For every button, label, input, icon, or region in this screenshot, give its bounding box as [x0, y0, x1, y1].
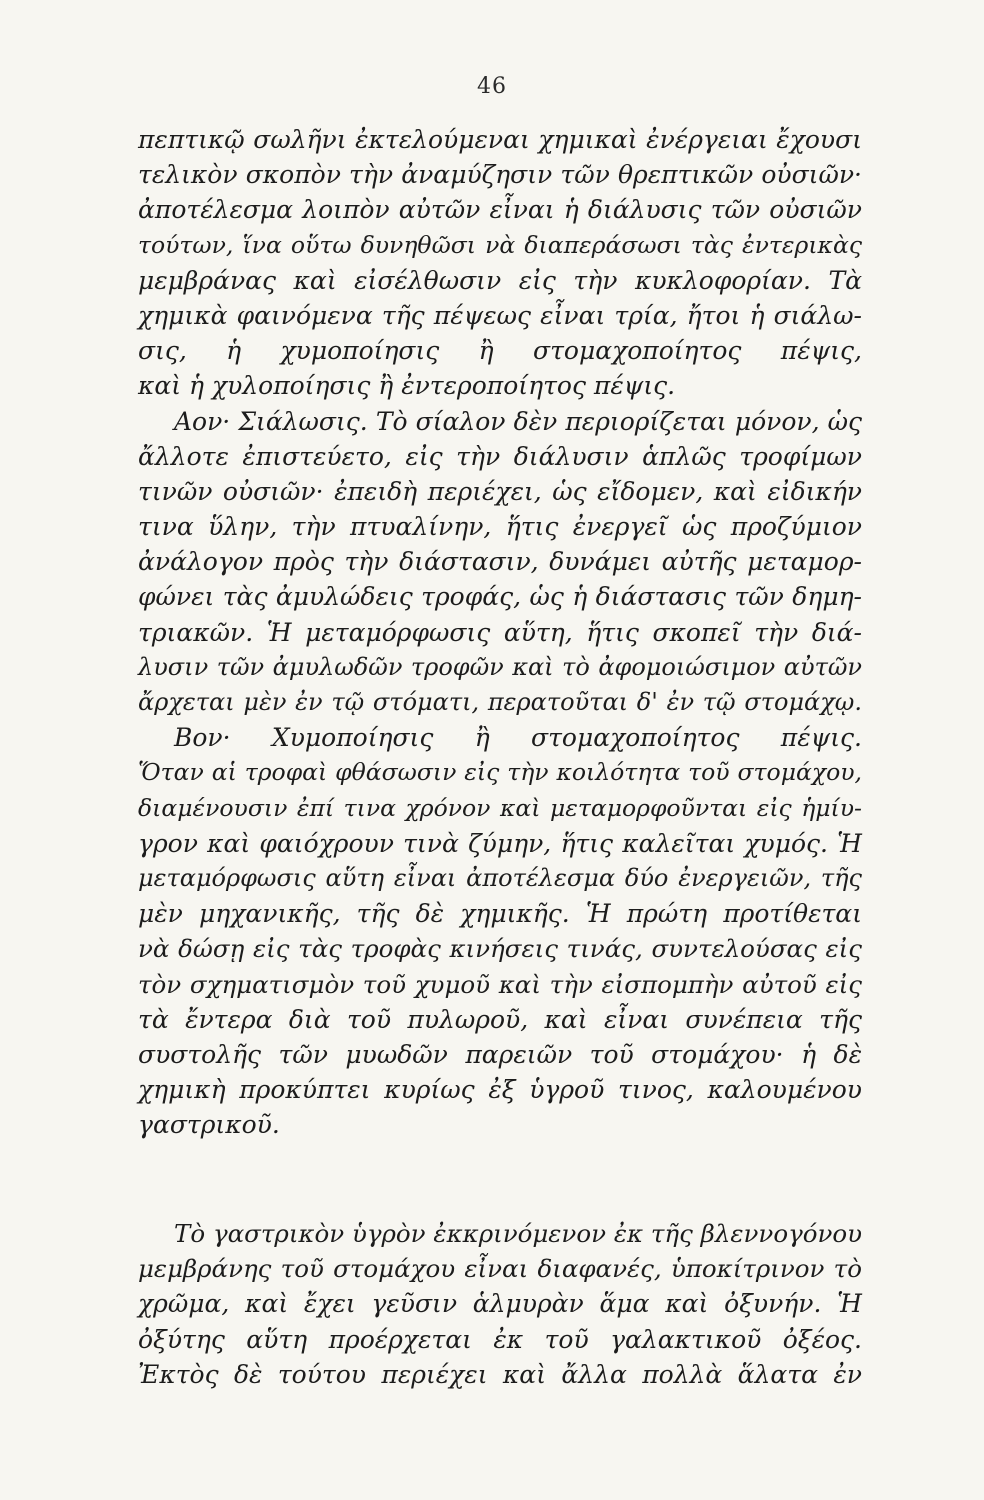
text-line: συστολῆς τῶν μυωδῶν παρειῶν τοῦ στομάχου· ἡ δὲ	[138, 1039, 862, 1069]
text-line: γαστρικοῦ.	[138, 1110, 280, 1140]
paragraph-1	[138, 122, 862, 1142]
text-line: καὶ ἡ χυλοποίησις ἢ ἐντεροποίητος πέψις.	[138, 371, 676, 401]
text-line: λυσιν τῶν ἀμυλωδῶν τροφῶν καὶ τὸ ἀφομοιώσιμον αὐτῶν	[138, 652, 862, 681]
text-line: τὸν σχηματισμὸν τοῦ χυμοῦ καὶ τὴν εἰσπομπὴν αὐτοῦ εἰς	[138, 969, 862, 999]
text-line: ἄρχεται μὲν ἐν τῷ στόματι, περατοῦται δ' ἐν τῷ στομάχῳ.	[138, 688, 862, 716]
section-heading-a-line: Αον· Σιάλωσις. Τὸ σίαλον δὲν περιορίζεται μόνον, ὡς	[174, 406, 862, 436]
text-line: ὀξύτης αὕτη προέρχεται ἐκ τοῦ γαλακτικοῦ ὀξέος.	[138, 1324, 862, 1354]
text-line: Ἐκτὸς δὲ τούτου περιέχει καὶ ἄλλα πολλὰ ἅλατα ἐν	[138, 1359, 862, 1389]
text-line: τελικὸν σκοπὸν τὴν ἀναμύζησιν τῶν θρεπτικῶν οὐσιῶν·	[138, 160, 862, 190]
text-line: μεμβράνης τοῦ στομάχου εἶναι διαφανές, ὑποκίτρινον τὸ	[138, 1254, 862, 1284]
text-line: τὰ ἔντερα διὰ τοῦ πυλωροῦ, καὶ εἶναι συνέπεια τῆς	[138, 1004, 862, 1034]
text-line: τινῶν οὐσιῶν· ἐπειδὴ περιέχει, ὡς εἴδομεν, καὶ εἰδικήν	[138, 476, 862, 506]
text-line: τούτων, ἵνα οὕτω δυνηθῶσι νὰ διαπεράσωσι τὰς ἐντερικὰς	[138, 230, 862, 259]
text-line: ἀποτέλεσμα λοιπὸν αὐτῶν εἶναι ἡ διάλυσις τῶν οὐσιῶν	[138, 195, 862, 225]
section-heading-b-line: Βον· Χυμοποίησις ἢ στομαχοποίητος πέψις.	[174, 723, 862, 753]
text-line: νὰ δώσῃ εἰς τὰς τροφὰς κινήσεις τινάς, συντελούσας εἰς	[138, 934, 862, 964]
text-line: ἀνάλογον πρὸς τὴν διάστασιν, δυνάμει αὐτῆς μεταμορ-	[138, 547, 862, 577]
text-line: σις, ἡ χυμοποίησις ἢ στομαχοποίητος πέψις,	[138, 336, 862, 366]
text-line: τινα ὕλην, τὴν πτυαλίνην, ἥτις ἐνεργεῖ ὡς προζύμιον	[138, 512, 862, 542]
text-line: μὲν μηχανικῆς, τῆς δὲ χημικῆς. Ἡ πρώτη προτίθεται	[138, 899, 862, 929]
text-line: ἄλλοτε ἐπιστεύετο, εἰς τὴν διάλυσιν ἁπλῶς τροφίμων	[138, 441, 862, 471]
text-line: φώνει τὰς ἀμυλώδεις τροφάς, ὡς ἡ διάστασις τῶν δημη-	[138, 582, 862, 612]
text-line: μεταμόρφωσις αὕτη εἶναι ἀποτέλεσμα δύο ἐνεργειῶν, τῆς	[138, 863, 862, 892]
text-line: χρῶμα, καὶ ἔχει γεῦσιν ἁλμυρὰν ἅμα καὶ ὀξυνήν. Ἡ	[138, 1289, 862, 1319]
text-line: πεπτικῷ σωλῆνι ἐκτελούμεναι χημικαὶ ἐνέργειαι ἔχουσι	[138, 125, 862, 154]
text-line: τριακῶν. Ἡ μεταμόρφωσις αὕτη, ἥτις σκοπεῖ τὴν διά-	[138, 617, 862, 647]
text-line: χημικὰ φαινόμενα τῆς πέψεως εἶναι τρία, ἤτοι ἡ σιάλω-	[138, 300, 862, 330]
text-line: μεμβράνας καὶ εἰσέλθωσιν εἰς τὴν κυκλοφορίαν. Τὰ	[138, 265, 862, 295]
text-line: διαμένουσιν ἐπί τινα χρόνον καὶ μεταμορφοῦνται εἰς ἡμίυ-	[138, 793, 862, 822]
text-line: Τὸ γαστρικὸν ὑγρὸν ἐκκρινόμενον ἐκ τῆς βλεννογόνου	[174, 1219, 862, 1248]
text-line: χημικὴ προκύπτει κυρίως ἐξ ὑγροῦ τινος, καλουμένου	[138, 1075, 862, 1105]
page-number: 46	[477, 74, 507, 99]
text-line: γρον καὶ φαιόχρουν τινὰ ζύμην, ἥτις καλεῖται χυμός. Ἡ	[138, 828, 862, 858]
text-line: Ὅταν αἱ τροφαὶ φθάσωσιν εἰς τὴν κοιλότητα τοῦ στομάχου,	[138, 758, 862, 787]
paragraph-2	[138, 1216, 862, 1392]
